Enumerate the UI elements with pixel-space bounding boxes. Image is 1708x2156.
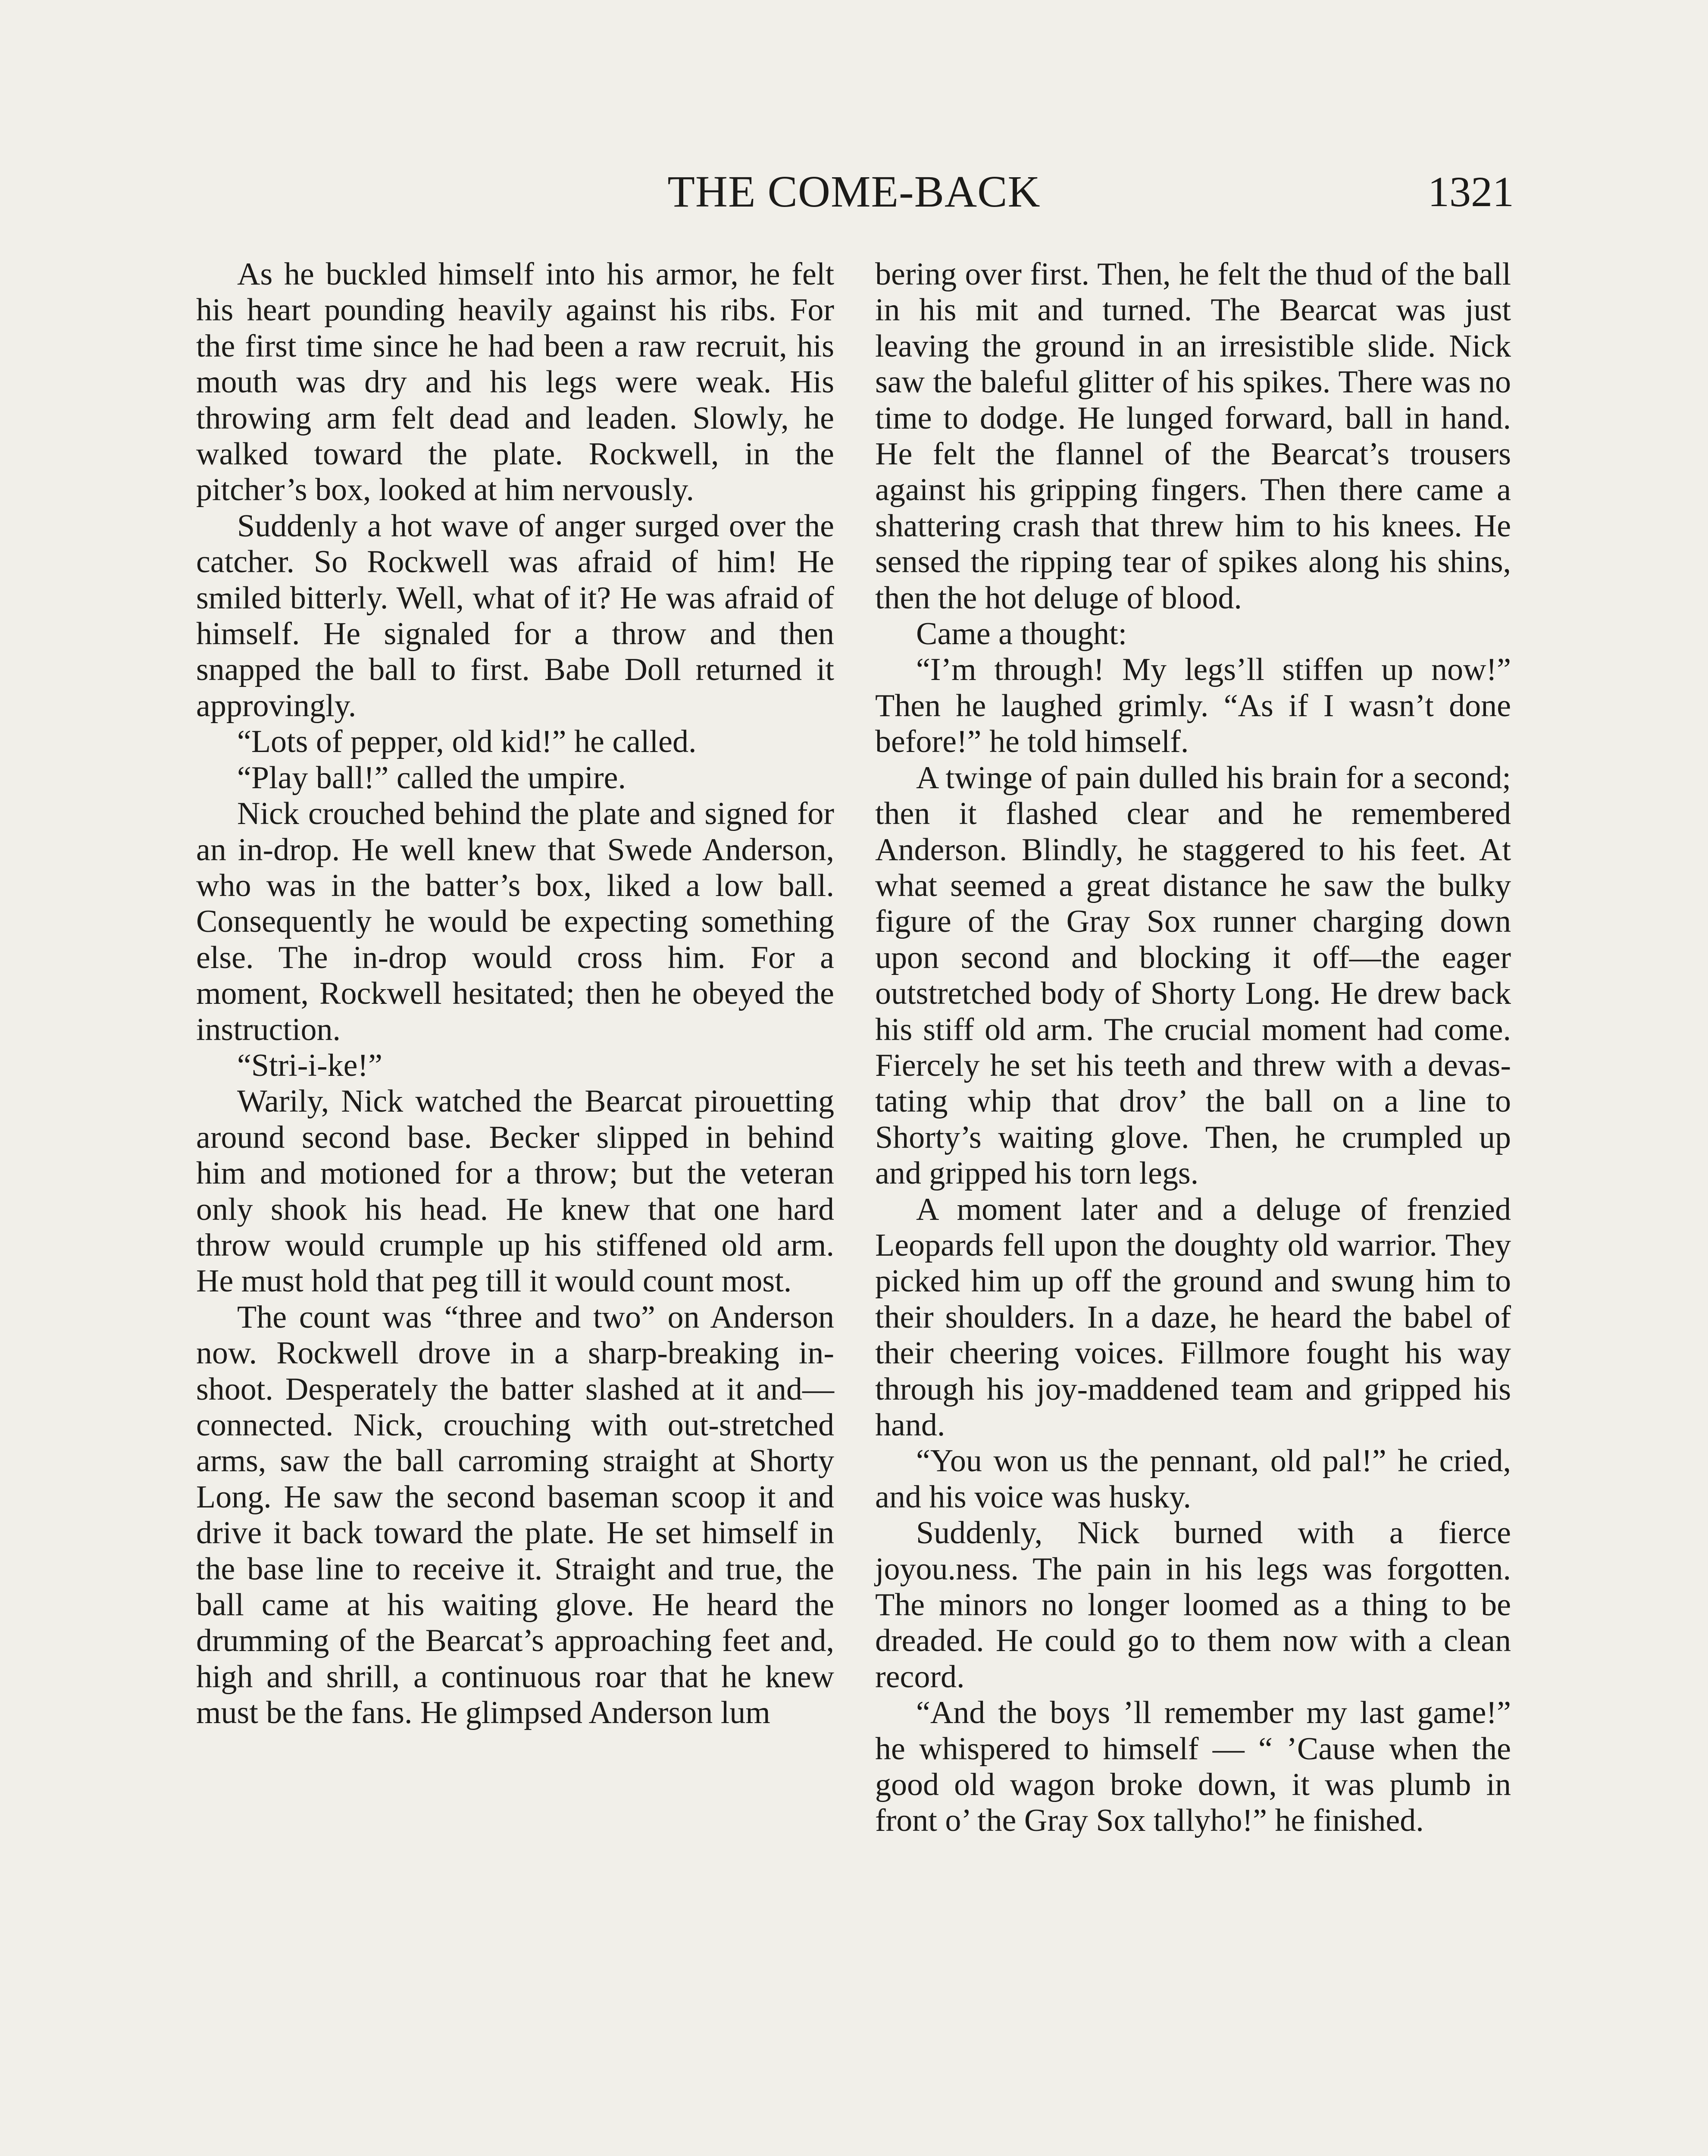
page-number: 1321 — [1428, 168, 1514, 216]
paragraph: “I’m through! My legs’ll stiffen up now!” Then he laughed grimly. “As if I wasn’t done before!” he told himself. — [875, 652, 1511, 760]
paragraph: Nick crouched behind the plate and signed for an in-drop. He well knew that Swede Anderson, who was in the batter’s box, liked a low ball. Consequently he would be expecting something else. The in-drop would cross him. For a moment, Rockwell hesitated; then he obeyed the instruction. — [196, 796, 834, 1047]
paragraph-continued: bering over first. Then, he felt the thud of the ball in his mit and turned. The Bearcat was just leaving the ground in an irresistible slide. Nick saw the baleful glitter of his spikes. There was no time to dodge. He lunged forward, ball in hand. He felt the flannel of the Bearcat’s trousers against his gripping fingers. Then there came a shattering crash that threw him to his knees. He sensed the ripping tear of spikes along his shins, then the hot deluge of blood. — [875, 257, 1511, 616]
paragraph: Suddenly, Nick burned with a fierce joyou.ness. The pain in his legs was forgotten. The minors no longer loomed as a thing to be dreaded. He could go to them now with a clean record. — [875, 1515, 1511, 1695]
paragraph: As he buckled himself into his armor, he felt his heart pounding heavily against his ribs. For the first time since he had been a raw recruit, his mouth was dry and his legs were weak. His throwing arm felt dead and leaden. Slowly, he walked toward the plate. Rockwell, in the pitcher’s box, looked at him nervously. — [196, 257, 834, 508]
paragraph: “Play ball!” called the umpire. — [237, 760, 626, 796]
paragraph: The count was “three and two” on Anderson now. Rockwell drove in a sharp-breaking in-shoot. Desperately the batter slashed at it and—connected. Nick, crouching with out-stretched arms, saw the ball carroming straight at Shorty Long. He saw the second baseman scoop it and drive it back toward the plate. He set himself in the base line to receive it. Straight and true, the ball came at his waiting glove. He heard the drumming of the Bearcat’s approaching feet and, high and shrill, a continuous roar that he knew must be the fans. He glimpsed Anderson lum — [196, 1299, 834, 1731]
paragraph: “And the boys ’ll remember my last game!” he whispered to himself — “ ’Cause when the good old wagon broke down, it was plumb in front o’ the Gray Sox tallyho!” he finished. — [875, 1695, 1511, 1839]
running-head — [194, 166, 1514, 218]
paragraph: “Lots of pepper, old kid!” he called. — [237, 724, 697, 760]
page-title: THE COME-BACK — [667, 167, 1041, 216]
paragraph: “Stri-i-ke!” — [237, 1047, 382, 1083]
paragraph: “You won us the pennant, old pal!” he cried, and his voice was husky. — [875, 1443, 1511, 1515]
paragraph: Warily, Nick watched the Bearcat pirouetting around second base. Becker slipped in behind him and motioned for a throw; but the veteran only shook his head. He knew that one hard throw would crumple up his stiffened old arm. He must hold that peg till it would count most. — [196, 1084, 834, 1299]
text-column-left — [196, 257, 834, 1731]
text-column-right — [875, 257, 1511, 1839]
paragraph: A moment later and a deluge of frenzied Leopards fell upon the doughty old warrior. They picked him up off the ground and swung him to their shoulders. In a daze, he heard the babel of their cheering voices. Fillmore fought his way through his joy-maddened team and gripped his hand. — [875, 1191, 1511, 1443]
paragraph: Came a thought: — [916, 616, 1127, 652]
paragraph: A twinge of pain dulled his brain for a second; then it flashed clear and he remembered Anderson. Blindly, he staggered to his feet. At what seemed a great distance he saw the bulky figure of the Gray Sox runner charging down upon second and blocking it off—the eager outstretched body of Shorty Long. He drew back his stiff old arm. The crucial moment had come. Fiercely he set his teeth and threw with a devastating whip that drov’ the ball on a line to Shorty’s waiting glove. Then, he crumpled up and gripped his torn legs. — [875, 760, 1511, 1191]
paragraph: Suddenly a hot wave of anger surged over the catcher. So Rockwell was afraid of him! He smiled bitterly. Well, what of it? He was afraid of himself. He signaled for a throw and then snapped the ball to first. Babe Doll returned it approvingly. — [196, 508, 834, 724]
